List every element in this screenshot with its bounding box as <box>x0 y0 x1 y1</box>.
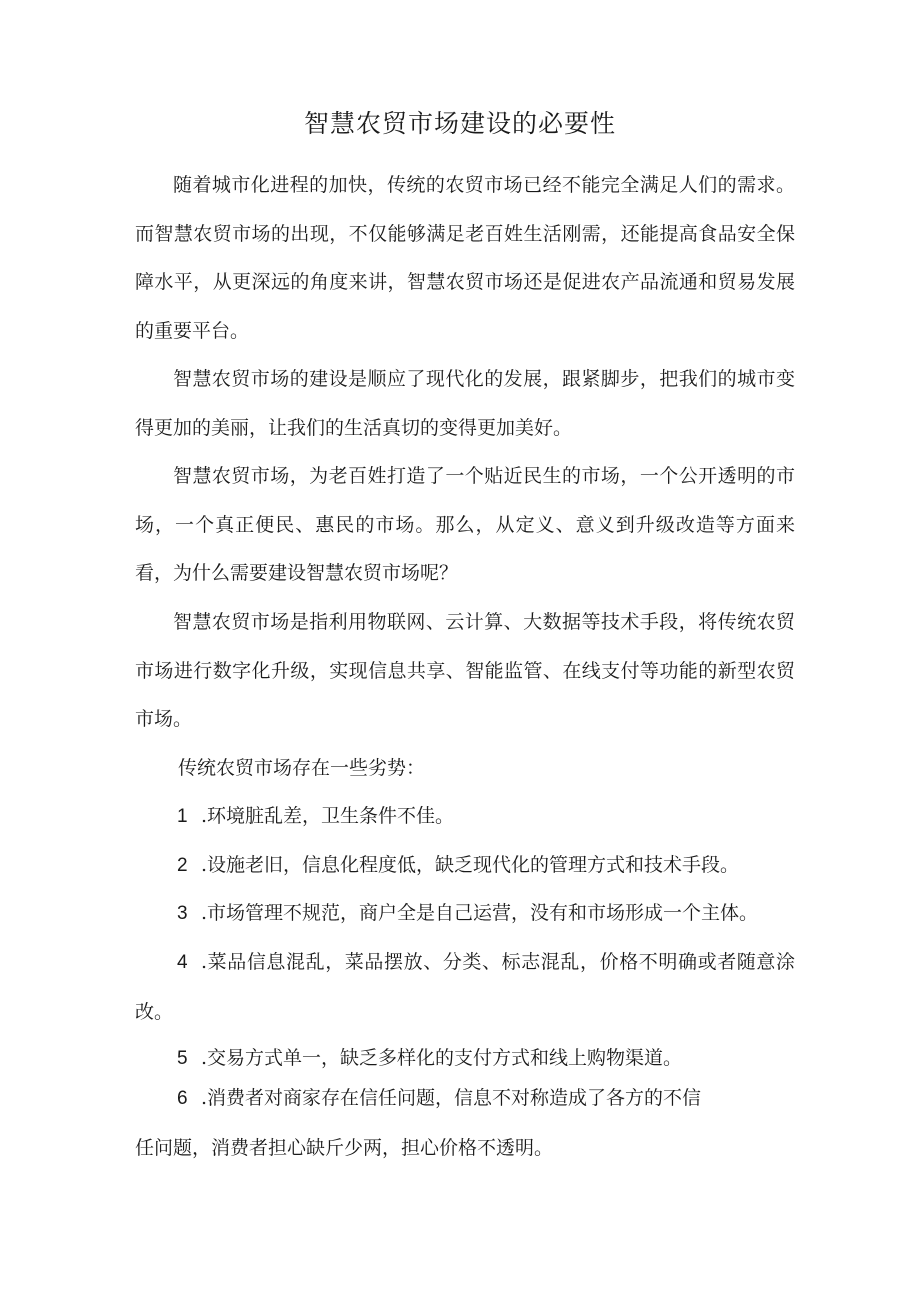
list-heading: 传统农贸市场存在一些劣势： <box>178 757 426 779</box>
list-item-number: 4 <box>177 952 188 973</box>
list-item-number: 3 <box>177 903 188 924</box>
list-item <box>135 841 795 891</box>
list-item-text: .设施老旧，信息化程度低，缺乏现代化的管理方式和技术手段。 <box>201 854 740 876</box>
list-item <box>135 792 795 842</box>
list-item <box>135 889 795 939</box>
document-title: 智慧农贸市场建设的必要性 <box>303 109 616 138</box>
paragraph-1: 随着城市化进程的加快，传统的农贸市场已经不能完全满足人们的需求。而智慧农贸市场的出现，不仅能够满足老百姓生活刚需，还能提高食品安全保障水平，从更深远的角度来讲，智慧农贸市场还是促进农产品流通和贸易发展的重要平台。 <box>135 174 795 342</box>
list-item-number: 1 <box>177 806 188 827</box>
list-item-text: .市场管理不规范，商户全是自己运营，没有和市场形成一个主体。 <box>201 902 759 924</box>
list-item-number: 5 <box>177 1048 188 1069</box>
list-item-text: .交易方式单一，缺乏多样化的支付方式和线上购物渠道。 <box>201 1047 683 1069</box>
list-item <box>135 938 795 1036</box>
list-item-text: .消费者对商家存在信任问题，信息不对称造成了各方的不信 <box>201 1087 702 1109</box>
list-item-text: .环境脏乱差，卫生条件不佳。 <box>201 805 455 827</box>
paragraph-4: 智慧农贸市场是指利用物联网、云计算、大数据等技术手段，将传统农贸市场进行数字化升级，实现信息共享、智能监管、在线支付等功能的新型农贸市场。 <box>135 611 795 730</box>
list-item <box>135 1074 795 1172</box>
paragraph-2: 智慧农贸市场的建设是顺应了现代化的发展，跟紧脚步，把我们的城市变得更加的美丽，让我们的生活真切的变得更加美好。 <box>135 368 795 439</box>
paragraph-3: 智慧农贸市场，为老百姓打造了一个贴近民生的市场，一个公开透明的市场，一个真正便民、惠民的市场。那么，从定义、意义到升级改造等方面来看，为什么需要建设智慧农贸市场呢？ <box>135 465 795 584</box>
list-item-continuation: 任问题，消费者担心缺斤少两，担心价格不透明。 <box>135 1136 554 1159</box>
list-item-number: 2 <box>177 855 188 876</box>
list-item-number: 6 <box>177 1088 188 1109</box>
list-item-text: .菜品信息混乱，菜品摆放、分类、标志混乱，价格不明确或者随意涂改。 <box>135 951 795 1023</box>
